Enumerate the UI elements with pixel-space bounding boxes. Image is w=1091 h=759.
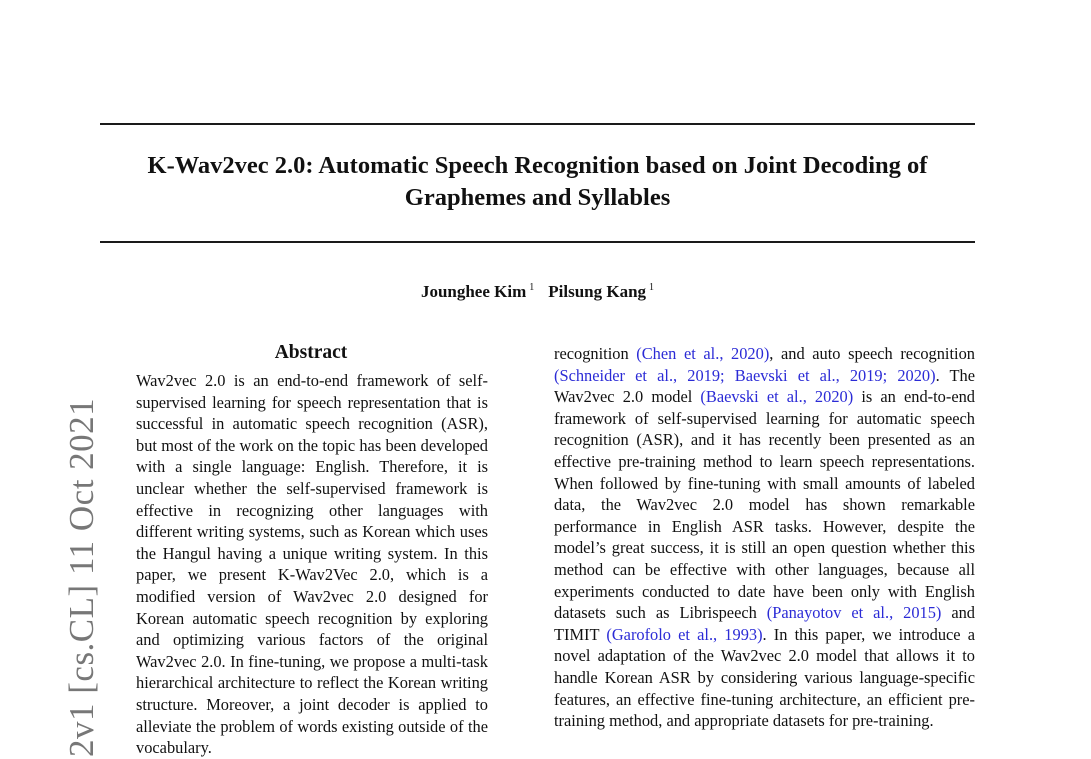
intro-text: recognition xyxy=(554,344,637,363)
arxiv-identifier-stamp: 2v1 [cs.CL] 11 Oct 2021 xyxy=(62,397,101,757)
author-name: Pilsung Kang xyxy=(548,282,647,301)
title-top-rule xyxy=(100,123,975,125)
citation-link[interactable]: (Garofolo et al., 1993) xyxy=(606,624,763,644)
affiliation-mark: 1 xyxy=(529,282,535,293)
abstract-body: Wav2vec 2.0 is an end-to-end framework of self-supervised learning for speech representation that is successful in automatic speech recognition (ASR), but most of the work on the topic has been developed with a single language: English. Therefore, it is unclear whether the self-supervised framework is effective in recognizing other languages with different writing systems, such as Korean which uses the Hangul having a unique writing system. In this paper, we present K-Wav2Vec 2.0, which is a modified version of Wav2vec 2.0 designed for Korean automatic speech recognition by exploring and optimizing various factors of the original Wav2vec 2.0. In fine-tuning, we propose a multi-task hierarchical architecture to reflect the Korean writing structure. Moreover, a joint decoder is applied to alleviate the problem of words existing outside of the vocabulary. xyxy=(136,371,488,758)
citation-link[interactable]: (Schneider et al., 2019; Baevski et al., 2019; 2020) xyxy=(554,365,936,385)
title-bottom-rule xyxy=(100,241,975,243)
citation-link[interactable]: (Panayotov et al., 2015) xyxy=(766,603,942,623)
author-name: Jounghee Kim xyxy=(420,282,527,301)
introduction-paragraph xyxy=(554,343,975,732)
citation-link[interactable]: (Baevski et al., 2020) xyxy=(700,387,854,407)
author-list xyxy=(100,281,975,303)
intro-text: , and auto speech recognition xyxy=(769,344,975,363)
intro-text: is an end-to-end framework of self-supervised learning for automatic speech recognition (ASR), and it has recently been presented as an effective pre-training method to learn speech representations. When followed by fine-tuning with small amounts of labeled data, the Wav2vec 2.0 model has shown remarkable performance in English ASR tasks. However, despite the model’s great success, it is still an open question whether this method can be effective with other languages, because all experiments conducted to date have been only with English datasets such as Librispeech xyxy=(554,387,975,623)
affiliation-mark: 1 xyxy=(649,282,655,293)
citation-link[interactable]: (Chen et al., 2020) xyxy=(636,344,770,363)
intro-text: . In this paper, we introduce a novel adaptation of the Wav2vec 2.0 model that allows it to handle Korean ASR by considering various language-specific features, an effective fine-tuning architecture, an efficient pre-training method, and appropriate datasets for pre-training. xyxy=(554,624,975,731)
abstract-heading: Abstract xyxy=(274,342,348,363)
intro-text: and TIMIT xyxy=(554,603,975,644)
paper-title: K-Wav2vec 2.0: Automatic Speech Recognition based on Joint Decoding of Graphemes and Syllables xyxy=(147,152,928,211)
intro-text: . The Wav2vec 2.0 model xyxy=(554,365,975,407)
